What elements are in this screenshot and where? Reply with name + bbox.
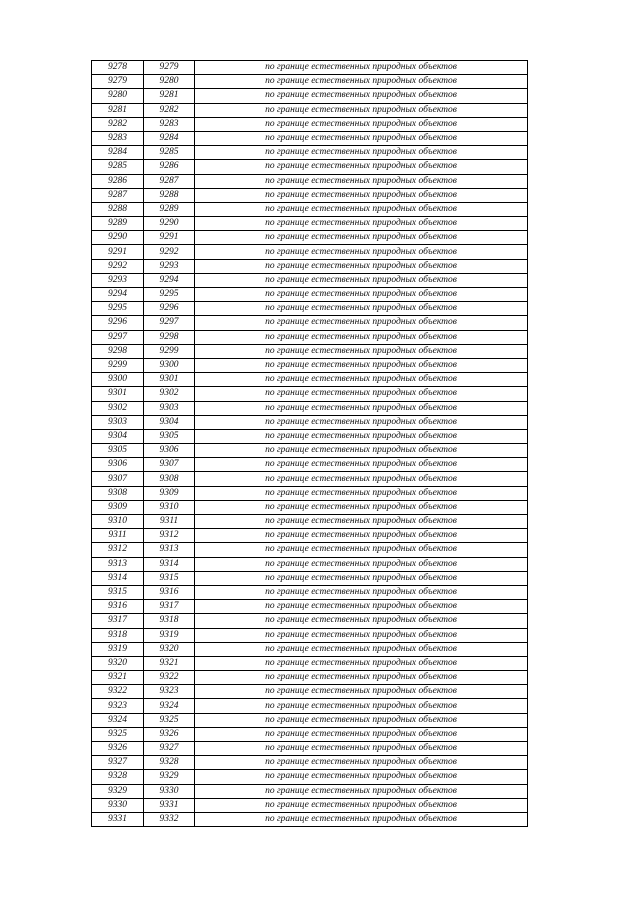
point-from-cell: 9321 [92, 671, 144, 685]
table-row [92, 685, 528, 699]
description-cell: по границе естественных природных объектов [195, 756, 528, 770]
description-cell: по границе естественных природных объектов [195, 188, 528, 202]
point-from-cell: 9325 [92, 727, 144, 741]
point-from-cell: 9320 [92, 656, 144, 670]
table-row [92, 699, 528, 713]
description-cell: по границе естественных природных объектов [195, 642, 528, 656]
point-from-cell: 9328 [92, 770, 144, 784]
table-row [92, 628, 528, 642]
point-to-cell: 9303 [144, 401, 195, 415]
table-row [92, 671, 528, 685]
point-from-cell: 9314 [92, 571, 144, 585]
point-from-cell: 9330 [92, 798, 144, 812]
point-from-cell: 9327 [92, 756, 144, 770]
table-row [92, 401, 528, 415]
description-cell: по границе естественных природных объектов [195, 784, 528, 798]
table-row [92, 217, 528, 231]
table-row [92, 727, 528, 741]
point-to-cell: 9279 [144, 61, 195, 75]
point-to-cell: 9300 [144, 358, 195, 372]
description-cell: по границе естественных природных объектов [195, 699, 528, 713]
point-from-cell: 9280 [92, 89, 144, 103]
point-from-cell: 9285 [92, 160, 144, 174]
point-from-cell: 9304 [92, 429, 144, 443]
table-row [92, 429, 528, 443]
point-to-cell: 9332 [144, 812, 195, 826]
table-row [92, 415, 528, 429]
description-cell: по границе естественных природных объектов [195, 231, 528, 245]
point-from-cell: 9283 [92, 131, 144, 145]
point-to-cell: 9331 [144, 798, 195, 812]
point-from-cell: 9312 [92, 543, 144, 557]
table-row [92, 358, 528, 372]
table-row [92, 543, 528, 557]
point-from-cell: 9299 [92, 358, 144, 372]
table-row [92, 557, 528, 571]
point-from-cell: 9307 [92, 472, 144, 486]
point-from-cell: 9282 [92, 117, 144, 131]
description-cell: по границе естественных природных объектов [195, 415, 528, 429]
description-cell: по границе естественных природных объектов [195, 472, 528, 486]
table-row [92, 486, 528, 500]
point-to-cell: 9281 [144, 89, 195, 103]
point-to-cell: 9315 [144, 571, 195, 585]
point-to-cell: 9309 [144, 486, 195, 500]
point-from-cell: 9278 [92, 61, 144, 75]
point-to-cell: 9322 [144, 671, 195, 685]
point-from-cell: 9293 [92, 273, 144, 287]
point-from-cell: 9290 [92, 231, 144, 245]
table-row [92, 656, 528, 670]
description-cell: по границе естественных природных объектов [195, 217, 528, 231]
table-row [92, 174, 528, 188]
point-to-cell: 9284 [144, 131, 195, 145]
point-from-cell: 9319 [92, 642, 144, 656]
point-to-cell: 9324 [144, 699, 195, 713]
point-from-cell: 9292 [92, 259, 144, 273]
table-row [92, 373, 528, 387]
point-to-cell: 9318 [144, 614, 195, 628]
description-cell: по границе естественных природных объектов [195, 727, 528, 741]
point-from-cell: 9313 [92, 557, 144, 571]
description-cell: по границе естественных природных объектов [195, 628, 528, 642]
point-from-cell: 9310 [92, 515, 144, 529]
description-cell: по границе естественных природных объектов [195, 429, 528, 443]
table-row [92, 160, 528, 174]
table-row [92, 458, 528, 472]
point-from-cell: 9305 [92, 444, 144, 458]
point-to-cell: 9285 [144, 146, 195, 160]
point-to-cell: 9329 [144, 770, 195, 784]
table-row [92, 571, 528, 585]
point-to-cell: 9313 [144, 543, 195, 557]
point-to-cell: 9312 [144, 529, 195, 543]
table-row [92, 742, 528, 756]
point-from-cell: 9289 [92, 217, 144, 231]
table-row [92, 500, 528, 514]
point-to-cell: 9316 [144, 585, 195, 599]
point-from-cell: 9294 [92, 288, 144, 302]
description-cell: по границе естественных природных объектов [195, 543, 528, 557]
table-row [92, 770, 528, 784]
description-cell: по границе естественных природных объектов [195, 812, 528, 826]
table-row [92, 316, 528, 330]
description-cell: по границе естественных природных объектов [195, 500, 528, 514]
point-from-cell: 9323 [92, 699, 144, 713]
point-to-cell: 9293 [144, 259, 195, 273]
description-cell: по границе естественных природных объектов [195, 770, 528, 784]
point-to-cell: 9317 [144, 600, 195, 614]
point-to-cell: 9319 [144, 628, 195, 642]
table-row [92, 202, 528, 216]
description-cell: по границе естественных природных объектов [195, 458, 528, 472]
point-to-cell: 9280 [144, 75, 195, 89]
table-row [92, 245, 528, 259]
point-to-cell: 9320 [144, 642, 195, 656]
description-cell: по границе естественных природных объектов [195, 798, 528, 812]
point-to-cell: 9325 [144, 713, 195, 727]
table-row [92, 188, 528, 202]
point-from-cell: 9279 [92, 75, 144, 89]
point-to-cell: 9290 [144, 217, 195, 231]
point-to-cell: 9328 [144, 756, 195, 770]
point-from-cell: 9287 [92, 188, 144, 202]
table-row [92, 75, 528, 89]
point-from-cell: 9291 [92, 245, 144, 259]
point-to-cell: 9294 [144, 273, 195, 287]
point-to-cell: 9295 [144, 288, 195, 302]
description-cell: по границе естественных природных объектов [195, 713, 528, 727]
description-cell: по границе естественных природных объектов [195, 600, 528, 614]
table-row [92, 713, 528, 727]
point-to-cell: 9304 [144, 415, 195, 429]
table-row [92, 600, 528, 614]
point-to-cell: 9298 [144, 330, 195, 344]
description-cell: по границе естественных природных объектов [195, 117, 528, 131]
description-cell: по границе естественных природных объектов [195, 103, 528, 117]
point-to-cell: 9286 [144, 160, 195, 174]
description-cell: по границе естественных природных объектов [195, 75, 528, 89]
description-cell: по границе естественных природных объектов [195, 486, 528, 500]
description-cell: по границе естественных природных объектов [195, 245, 528, 259]
table-row [92, 117, 528, 131]
point-to-cell: 9308 [144, 472, 195, 486]
point-to-cell: 9314 [144, 557, 195, 571]
point-to-cell: 9310 [144, 500, 195, 514]
description-cell: по границе естественных природных объектов [195, 571, 528, 585]
description-cell: по границе естественных природных объектов [195, 671, 528, 685]
point-from-cell: 9288 [92, 202, 144, 216]
table-row [92, 812, 528, 826]
point-from-cell: 9296 [92, 316, 144, 330]
description-cell: по границе естественных природных объектов [195, 685, 528, 699]
table-row [92, 302, 528, 316]
table-row [92, 231, 528, 245]
point-from-cell: 9318 [92, 628, 144, 642]
description-cell: по границе естественных природных объектов [195, 61, 528, 75]
table-row [92, 784, 528, 798]
point-from-cell: 9315 [92, 585, 144, 599]
description-cell: по границе естественных природных объектов [195, 742, 528, 756]
point-to-cell: 9326 [144, 727, 195, 741]
description-cell: по границе естественных природных объектов [195, 89, 528, 103]
point-from-cell: 9300 [92, 373, 144, 387]
description-cell: по границе естественных природных объектов [195, 585, 528, 599]
description-cell: по границе естественных природных объектов [195, 387, 528, 401]
description-cell: по границе естественных природных объектов [195, 146, 528, 160]
point-from-cell: 9298 [92, 344, 144, 358]
point-to-cell: 9299 [144, 344, 195, 358]
point-from-cell: 9316 [92, 600, 144, 614]
table-row [92, 273, 528, 287]
point-to-cell: 9296 [144, 302, 195, 316]
table-row [92, 472, 528, 486]
point-from-cell: 9331 [92, 812, 144, 826]
point-to-cell: 9289 [144, 202, 195, 216]
point-from-cell: 9286 [92, 174, 144, 188]
point-from-cell: 9302 [92, 401, 144, 415]
description-cell: по границе естественных природных объектов [195, 160, 528, 174]
point-to-cell: 9323 [144, 685, 195, 699]
point-from-cell: 9309 [92, 500, 144, 514]
description-cell: по границе естественных природных объектов [195, 174, 528, 188]
table-row [92, 61, 528, 75]
table-row [92, 444, 528, 458]
description-cell: по границе естественных природных объектов [195, 202, 528, 216]
table-row [92, 344, 528, 358]
table-row [92, 288, 528, 302]
description-cell: по границе естественных природных объектов [195, 288, 528, 302]
table-row [92, 259, 528, 273]
point-from-cell: 9329 [92, 784, 144, 798]
table-row [92, 103, 528, 117]
point-from-cell: 9297 [92, 330, 144, 344]
description-cell: по границе естественных природных объектов [195, 259, 528, 273]
point-from-cell: 9317 [92, 614, 144, 628]
point-to-cell: 9307 [144, 458, 195, 472]
point-to-cell: 9297 [144, 316, 195, 330]
description-cell: по границе естественных природных объектов [195, 131, 528, 145]
point-from-cell: 9324 [92, 713, 144, 727]
table-row [92, 642, 528, 656]
table-row [92, 515, 528, 529]
table-body [92, 61, 528, 827]
description-cell: по границе естественных природных объектов [195, 614, 528, 628]
description-cell: по границе естественных природных объектов [195, 515, 528, 529]
table-row [92, 585, 528, 599]
description-cell: по границе естественных природных объектов [195, 302, 528, 316]
point-to-cell: 9311 [144, 515, 195, 529]
table-row [92, 146, 528, 160]
description-cell: по границе естественных природных объектов [195, 373, 528, 387]
point-to-cell: 9287 [144, 174, 195, 188]
point-to-cell: 9302 [144, 387, 195, 401]
table-row [92, 756, 528, 770]
description-cell: по границе естественных природных объектов [195, 656, 528, 670]
point-from-cell: 9311 [92, 529, 144, 543]
point-to-cell: 9321 [144, 656, 195, 670]
description-cell: по границе естественных природных объектов [195, 401, 528, 415]
point-from-cell: 9322 [92, 685, 144, 699]
description-cell: по границе естественных природных объектов [195, 358, 528, 372]
boundary-table [91, 60, 528, 827]
point-to-cell: 9288 [144, 188, 195, 202]
description-cell: по границе естественных природных объектов [195, 529, 528, 543]
point-from-cell: 9295 [92, 302, 144, 316]
point-to-cell: 9327 [144, 742, 195, 756]
description-cell: по границе естественных природных объектов [195, 344, 528, 358]
table-row [92, 330, 528, 344]
table-row [92, 131, 528, 145]
description-cell: по границе естественных природных объектов [195, 557, 528, 571]
point-to-cell: 9283 [144, 117, 195, 131]
point-to-cell: 9291 [144, 231, 195, 245]
description-cell: по границе естественных природных объектов [195, 273, 528, 287]
table-row [92, 387, 528, 401]
point-to-cell: 9330 [144, 784, 195, 798]
point-from-cell: 9306 [92, 458, 144, 472]
point-from-cell: 9301 [92, 387, 144, 401]
point-to-cell: 9292 [144, 245, 195, 259]
table-row [92, 614, 528, 628]
description-cell: по границе естественных природных объектов [195, 330, 528, 344]
point-to-cell: 9301 [144, 373, 195, 387]
table-row [92, 529, 528, 543]
point-to-cell: 9306 [144, 444, 195, 458]
point-from-cell: 9326 [92, 742, 144, 756]
point-from-cell: 9303 [92, 415, 144, 429]
point-to-cell: 9305 [144, 429, 195, 443]
description-cell: по границе естественных природных объектов [195, 316, 528, 330]
point-from-cell: 9308 [92, 486, 144, 500]
table-row [92, 89, 528, 103]
point-from-cell: 9281 [92, 103, 144, 117]
point-from-cell: 9284 [92, 146, 144, 160]
description-cell: по границе естественных природных объектов [195, 444, 528, 458]
table-row [92, 798, 528, 812]
point-to-cell: 9282 [144, 103, 195, 117]
